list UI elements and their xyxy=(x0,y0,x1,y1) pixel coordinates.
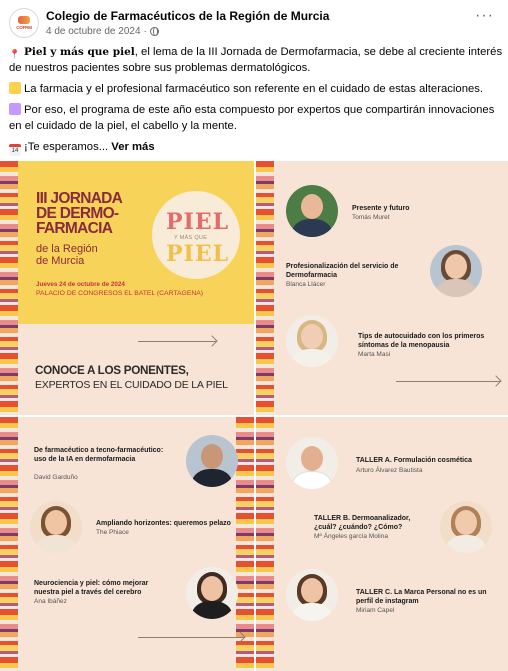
cofrm-logo xyxy=(13,12,35,34)
speaker-photo xyxy=(286,437,338,489)
talk-title: De farmacéutico a tecno-farmacéutico: uso de la IA en dermofarmacia xyxy=(34,447,164,463)
speaker-body xyxy=(192,601,232,619)
speaker-body xyxy=(192,469,232,487)
logo-mark xyxy=(18,16,30,24)
talk-title: Profesionalización del servicio de Dermofarmacia xyxy=(286,263,399,279)
gallery-image-4[interactable] xyxy=(256,417,508,671)
image-gallery xyxy=(0,161,508,671)
post-header xyxy=(0,0,508,42)
paragraph-text: , el lema de la III Jornada de Dermofarmacia, se debe al creciente interés de nuestros pacientes sobre sus problemas dermatológicos. xyxy=(9,46,503,74)
logo-word-top: PIEL xyxy=(166,209,230,235)
speaker-name: Marta Masi xyxy=(358,351,391,358)
speaker-head xyxy=(445,254,467,279)
speaker-name: Miriam Capel xyxy=(356,607,395,614)
speaker-head xyxy=(455,510,477,535)
talk-title: Tips de autocuidado con los primeros síntomas de la menopausia xyxy=(358,333,485,349)
page-name-link[interactable]: Colegio de Farmacéuticos de la Región de Murcia xyxy=(46,9,330,23)
speaker-photo xyxy=(186,435,238,487)
post-paragraph-2 xyxy=(9,81,504,97)
arrow-right-icon xyxy=(396,381,500,382)
event-date: Jueves 24 de octubre de 2024 xyxy=(36,281,125,288)
speaker-head xyxy=(301,194,323,219)
decorative-stripes xyxy=(0,417,18,671)
speaker-head xyxy=(301,578,323,603)
post-paragraph-1 xyxy=(9,44,504,76)
globe-icon xyxy=(150,27,159,36)
speaker-photo xyxy=(286,185,338,237)
logo-text: COFRM xyxy=(16,25,32,30)
decorative-stripes xyxy=(256,417,274,671)
pushpin-icon: 📍 xyxy=(9,49,21,59)
arrow-right-icon xyxy=(138,637,244,638)
decorative-stripes xyxy=(256,161,274,415)
logo-word-mid: Y MÁS QUE xyxy=(174,235,208,241)
event-place: PALACIO DE CONGRESOS EL BATEL (CARTAGENA) xyxy=(36,290,204,297)
talk-title: Neurociencia y piel: cómo mejorar nuestra piel a través del cerebro xyxy=(34,580,149,596)
speaker-name: Tomás Muret xyxy=(352,214,390,221)
talk-title: TALLER C. La Marca Personal no es un perfil de instagram xyxy=(356,589,487,605)
speaker-body xyxy=(292,349,332,367)
speaker-body xyxy=(36,535,76,553)
speaker-photo xyxy=(286,569,338,621)
paragraph-text: La farmacia y el profesional farmacéutico son referente en el cuidado de estas alteraciones. xyxy=(24,83,484,95)
speaker-body xyxy=(292,219,332,237)
event-title: III JORNADA DE DERMO- FARMACIA xyxy=(36,190,123,237)
piel-logo xyxy=(152,191,240,279)
speaker-name: Mª Ángeles garcía Molina xyxy=(314,533,388,540)
speaker-body xyxy=(292,471,332,489)
pointing-hand-icon xyxy=(9,82,21,94)
more-options-icon[interactable]: ··· xyxy=(475,7,494,24)
speaker-photo xyxy=(186,567,238,619)
speaker-head xyxy=(301,324,323,349)
speaker-head xyxy=(301,446,323,471)
paragraph-text: ¡Te esperamos... xyxy=(24,141,109,153)
speaker-body xyxy=(446,535,486,553)
post-date[interactable]: 4 de octubre de 2024 xyxy=(46,26,141,37)
speaker-photo xyxy=(30,501,82,553)
speaker-name: Arturo Álvarez Bautista xyxy=(356,467,423,474)
post-text xyxy=(9,44,504,161)
talk-title: Presente y futuro xyxy=(352,205,410,212)
speaker-head xyxy=(201,444,223,469)
speaker-name: Ana Ibáñez xyxy=(34,598,67,605)
logo-word-bottom: PIEL xyxy=(166,241,230,267)
speaker-photo xyxy=(286,315,338,367)
calendar-icon: 14 xyxy=(9,144,21,156)
gallery-image-3[interactable] xyxy=(0,417,254,671)
paragraph-text: Por eso, el programa de este año esta compuesto por expertos que compartirán innovaciones en el cuidado de la piel, el cabello y la mente. xyxy=(9,104,495,132)
cta-title: CONOCE A LOS PONENTES, xyxy=(35,364,189,377)
gallery-image-2[interactable] xyxy=(256,161,508,415)
talk-title: TALLER B. Dermoanalizador, ¿cuál? ¿cuándo? ¿Cómo? xyxy=(314,515,411,531)
speaker-photo xyxy=(440,501,492,553)
talk-title: TALLER A. Formulación cosmética xyxy=(356,457,472,464)
speaker-head xyxy=(201,576,223,601)
speaker-photo xyxy=(430,245,482,297)
speaker-body xyxy=(292,603,332,621)
post-meta xyxy=(46,26,159,37)
arrow-right-icon xyxy=(138,341,216,342)
see-more-link[interactable]: Ver más xyxy=(111,141,155,153)
speaker-body xyxy=(436,279,476,297)
post-paragraph-4 xyxy=(9,139,504,156)
event-subtitle: de la Región de Murcia xyxy=(36,243,98,267)
memo-icon xyxy=(9,103,21,115)
gallery-image-1[interactable] xyxy=(0,161,254,415)
decorative-stripes xyxy=(0,161,18,415)
cta-subtitle: EXPERTOS EN EL CUIDADO DE LA PIEL xyxy=(35,379,228,391)
post-slogan: Piel y más que piel xyxy=(24,46,135,58)
speaker-head xyxy=(45,510,67,535)
speaker-name: David Garduño xyxy=(34,474,78,481)
page-avatar[interactable] xyxy=(9,8,39,38)
meta-separator: · xyxy=(143,26,147,37)
event-banner xyxy=(18,161,254,324)
post-paragraph-3 xyxy=(9,102,504,134)
talk-title: Ampliando horizontes: queremos pelazo xyxy=(96,520,231,527)
speaker-name: Blanca Llácer xyxy=(286,281,326,288)
speaker-name: The Phiace xyxy=(96,529,129,536)
